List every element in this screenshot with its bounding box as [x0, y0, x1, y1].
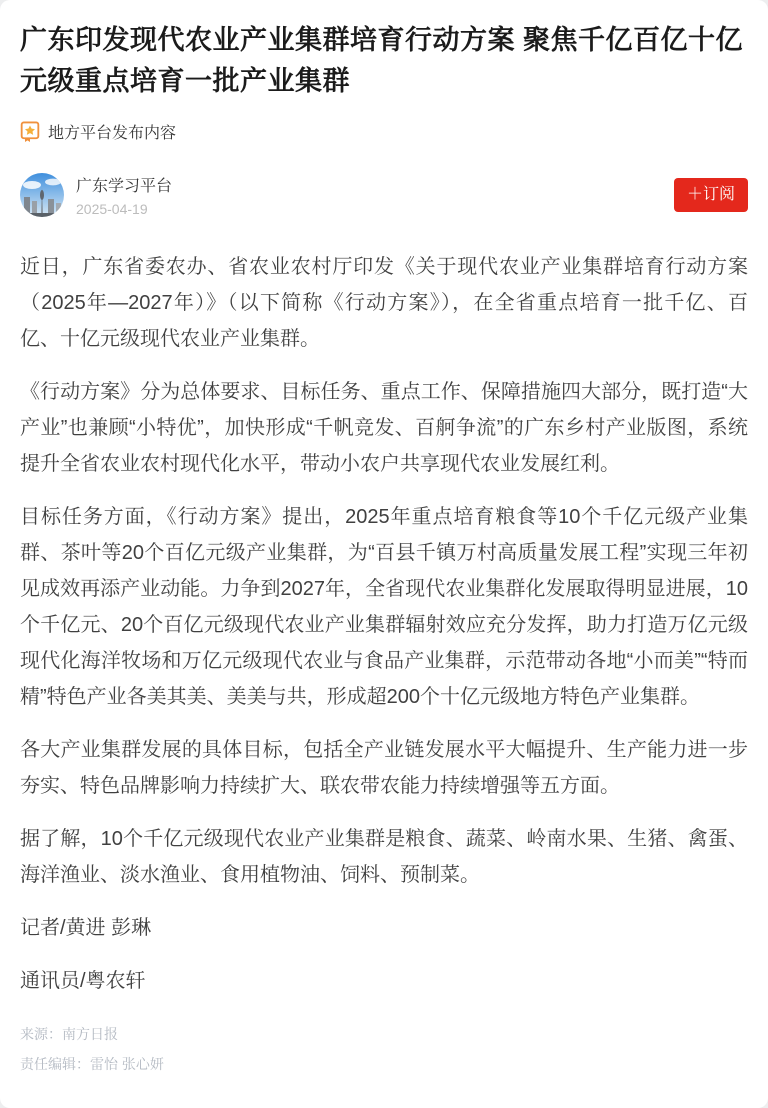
avatar[interactable] — [20, 173, 64, 217]
paragraph-2: 《行动方案》分为总体要求、目标任务、重点工作、保障措施四大部分，既打造“大产业”也兼顾“小特优”，加快形成“千帆竞发、百舸争流”的广东乡村产业版图，系统提升全省农业农村现代化水平，带动小农户共享现代农业发展红利。 — [20, 381, 748, 475]
paragraph-4: 各大产业集群发展的具体目标，包括全产业链发展水平大幅提升、生产能力进一步夯实、特色品牌影响力持续扩大、联农带农能力持续增强等五方面。 — [20, 739, 748, 797]
author-meta — [76, 173, 172, 217]
article-title: 广东印发现代农业产业集群培育行动方案 聚焦千亿百亿十亿元级重点培育一批产业集群 — [20, 25, 744, 96]
platform-tag — [20, 120, 748, 143]
paragraph-3: 目标任务方面，《行动方案》提出，2025年重点培育粮食等10个千亿元级产业集群、茶叶等20个百亿元级产业集群，为“百县千镇万村高质量发展工程”实现三年初见成效再添产业动能。力争到2027年，全省现代农业集群化发展取得明显进展，10个千亿元、20个百亿元级现代农业产业集群辐射效应充分发挥，助力打造万亿元级现代化海洋牧场和万亿元级现代农业与食品产业集群，示范带动各地“小而美”“特而精”特色产业各美其美、美美与共，形成超200个十亿元级地方特色产业集群。 — [20, 506, 748, 708]
author-row — [20, 173, 748, 217]
paragraph-5: 据了解，10个千亿元级现代农业产业集群是粮食、蔬菜、岭南水果、生猪、禽蛋、海洋渔业、淡水渔业、食用植物油、饲料、预制菜。 — [20, 828, 748, 886]
article-footer — [20, 1027, 748, 1071]
source-line: 来源：南方日报 — [20, 1026, 118, 1042]
platform-tag-label: 地方平台发布内容 — [48, 125, 177, 142]
editor-line: 责任编辑：雷怡 张心妍 — [20, 1056, 164, 1072]
article-body — [20, 249, 748, 999]
publish-date: 2025-04-19 — [76, 201, 148, 217]
author-name[interactable]: 广东学习平台 — [76, 178, 173, 195]
ribbon-badge-icon — [20, 121, 40, 143]
subscribe-button[interactable]: ＋订阅 — [674, 178, 748, 212]
byline-correspondent: 通讯员/粤农轩 — [20, 970, 146, 992]
paragraph-1: 近日，广东省委农办、省农业农村厅印发《关于现代农业产业集群培育行动方案（2025年—2027年）》（以下简称《行动方案》），在全省重点培育一批千亿、百亿、十亿元级现代农业产业集群。 — [20, 256, 748, 350]
byline-reporter: 记者/黄进 彭琳 — [20, 917, 152, 939]
